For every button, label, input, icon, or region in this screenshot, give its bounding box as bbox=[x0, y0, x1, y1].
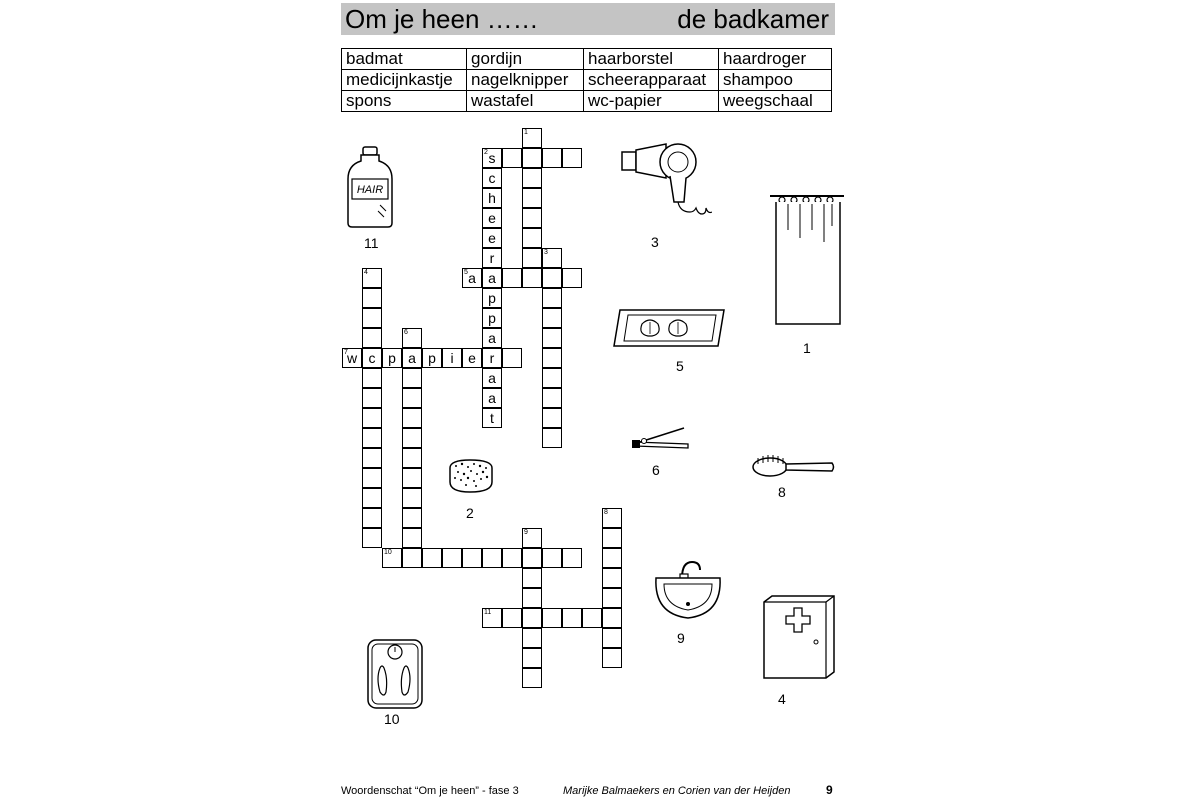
crossword-cell[interactable] bbox=[362, 348, 382, 368]
crossword-cell[interactable] bbox=[362, 448, 382, 468]
crossword-cell[interactable] bbox=[362, 388, 382, 408]
cell-letter: a bbox=[488, 390, 496, 406]
picture-number: 6 bbox=[652, 462, 660, 478]
word-cell: badmat bbox=[342, 49, 467, 70]
clue-number: 1 bbox=[524, 129, 528, 136]
word-cell: wc-papier bbox=[584, 91, 719, 112]
cell-letter: e bbox=[468, 350, 476, 366]
crossword-cell[interactable] bbox=[482, 328, 502, 348]
crossword-cell[interactable] bbox=[502, 268, 522, 288]
crossword-cell[interactable] bbox=[522, 588, 542, 608]
crossword-cell[interactable] bbox=[382, 348, 402, 368]
clue-number: 10 bbox=[384, 549, 392, 556]
cell-letter: r bbox=[489, 250, 495, 266]
crossword-cell[interactable] bbox=[402, 528, 422, 548]
crossword-cell[interactable] bbox=[502, 148, 522, 168]
crossword-cell[interactable] bbox=[522, 648, 542, 668]
clue-number: 7 bbox=[344, 349, 348, 356]
crossword-cell[interactable] bbox=[362, 308, 382, 328]
scale-icon bbox=[366, 638, 424, 710]
hairdryer-icon bbox=[618, 140, 712, 226]
crossword-cell[interactable] bbox=[482, 608, 502, 628]
crossword-cell[interactable] bbox=[402, 488, 422, 508]
crossword-cell[interactable] bbox=[402, 448, 422, 468]
word-cell: weegschaal bbox=[719, 91, 832, 112]
crossword-cell[interactable] bbox=[522, 168, 542, 188]
crossword-cell[interactable] bbox=[362, 368, 382, 388]
crossword-cell[interactable] bbox=[522, 228, 542, 248]
crossword-cell[interactable] bbox=[482, 348, 502, 368]
word-cell: haardroger bbox=[719, 49, 832, 70]
clue-number: 4 bbox=[364, 269, 368, 276]
hairbrush-icon bbox=[750, 452, 836, 480]
crossword-cell[interactable] bbox=[602, 608, 622, 628]
crossword-cell[interactable] bbox=[482, 168, 502, 188]
cell-letter: a bbox=[488, 370, 496, 386]
crossword-cell[interactable] bbox=[562, 608, 582, 628]
crossword-cell[interactable] bbox=[542, 608, 562, 628]
crossword-cell[interactable] bbox=[402, 328, 422, 348]
crossword-cell[interactable] bbox=[382, 548, 402, 568]
crossword-cell[interactable] bbox=[542, 268, 562, 288]
crossword-cell[interactable] bbox=[522, 248, 542, 268]
word-cell: wastafel bbox=[467, 91, 584, 112]
cell-letter: w bbox=[346, 350, 358, 366]
picture-number: 10 bbox=[384, 711, 400, 727]
crossword-cell[interactable] bbox=[602, 648, 622, 668]
sink-icon bbox=[652, 556, 724, 626]
crossword-cell[interactable] bbox=[402, 468, 422, 488]
crossword-cell[interactable] bbox=[402, 388, 422, 408]
crossword-cell[interactable] bbox=[402, 428, 422, 448]
crossword-cell[interactable] bbox=[522, 188, 542, 208]
crossword-cell[interactable] bbox=[402, 368, 422, 388]
cell-letter: a bbox=[468, 270, 476, 286]
cell-letter: h bbox=[488, 190, 496, 206]
crossword-cell[interactable] bbox=[442, 548, 462, 568]
crossword-cell[interactable] bbox=[602, 548, 622, 568]
crossword-cell[interactable] bbox=[362, 328, 382, 348]
page-title: Om je heen …… bbox=[345, 4, 539, 34]
cell-letter: p bbox=[388, 350, 396, 366]
footer-authors: Marijke Balmaekers en Corien van der Heijden bbox=[563, 785, 791, 797]
cell-letter: i bbox=[450, 350, 454, 366]
crossword-cell[interactable] bbox=[602, 588, 622, 608]
clue-number: 11 bbox=[484, 609, 492, 616]
crossword-cell[interactable] bbox=[422, 348, 442, 368]
crossword-cell[interactable] bbox=[482, 548, 502, 568]
cell-letter: c bbox=[368, 350, 376, 366]
crossword-cell[interactable] bbox=[562, 268, 582, 288]
clue-number: 5 bbox=[464, 269, 468, 276]
crossword-cell[interactable] bbox=[482, 248, 502, 268]
crossword-cell[interactable] bbox=[602, 628, 622, 648]
crossword-cell[interactable] bbox=[482, 208, 502, 228]
crossword-cell[interactable] bbox=[522, 528, 542, 548]
crossword-cell[interactable] bbox=[542, 148, 562, 168]
cell-letter: e bbox=[488, 210, 496, 226]
crossword-cell[interactable] bbox=[542, 288, 562, 308]
crossword-cell[interactable] bbox=[482, 288, 502, 308]
crossword-cell[interactable] bbox=[602, 508, 622, 528]
crossword-cell[interactable] bbox=[362, 488, 382, 508]
crossword-cell[interactable] bbox=[542, 348, 562, 368]
cell-letter: p bbox=[488, 310, 496, 326]
crossword-cell[interactable] bbox=[522, 628, 542, 648]
cell-letter: c bbox=[488, 170, 496, 186]
cell-letter: a bbox=[488, 270, 496, 286]
shower-curtain-icon bbox=[768, 190, 846, 328]
crossword-cell[interactable] bbox=[522, 608, 542, 628]
cell-letter: p bbox=[488, 290, 496, 306]
word-cell: spons bbox=[342, 91, 467, 112]
crossword-cell[interactable] bbox=[542, 248, 562, 268]
bathmat-icon bbox=[612, 306, 728, 350]
crossword-cell[interactable] bbox=[482, 408, 502, 428]
crossword-cell[interactable] bbox=[362, 408, 382, 428]
crossword-cell[interactable] bbox=[522, 548, 542, 568]
clue-number: 2 bbox=[484, 149, 488, 156]
picture-number: 2 bbox=[466, 505, 474, 521]
word-cell: gordijn bbox=[467, 49, 584, 70]
word-cell: shampoo bbox=[719, 70, 832, 91]
page-subtitle: de badkamer bbox=[677, 4, 829, 34]
crossword-cell[interactable] bbox=[362, 528, 382, 548]
crossword-cell[interactable] bbox=[482, 388, 502, 408]
crossword-cell[interactable] bbox=[402, 348, 422, 368]
crossword-cell[interactable] bbox=[362, 468, 382, 488]
crossword-cell[interactable] bbox=[562, 548, 582, 568]
crossword-cell[interactable] bbox=[542, 428, 562, 448]
crossword-cell[interactable] bbox=[602, 568, 622, 588]
picture-number: 8 bbox=[778, 484, 786, 500]
crossword-cell[interactable] bbox=[522, 208, 542, 228]
crossword-cell[interactable] bbox=[482, 228, 502, 248]
crossword-cell[interactable] bbox=[482, 308, 502, 328]
picture-number: 4 bbox=[778, 691, 786, 707]
medicine-cabinet-icon bbox=[762, 594, 836, 680]
shampoo-label: HAIR bbox=[356, 184, 384, 196]
crossword-cell[interactable] bbox=[522, 668, 542, 688]
crossword-cell[interactable] bbox=[502, 348, 522, 368]
crossword-cell[interactable] bbox=[582, 608, 602, 628]
clue-number: 9 bbox=[524, 529, 528, 536]
crossword-cell[interactable] bbox=[442, 348, 462, 368]
clue-number: 3 bbox=[544, 249, 548, 256]
clue-number: 8 bbox=[604, 509, 608, 516]
crossword-cell[interactable] bbox=[362, 508, 382, 528]
crossword-cell[interactable] bbox=[462, 268, 482, 288]
cell-letter: s bbox=[488, 150, 496, 166]
crossword-cell[interactable] bbox=[462, 348, 482, 368]
word-cell: scheerapparaat bbox=[584, 70, 719, 91]
crossword-cell[interactable] bbox=[482, 188, 502, 208]
crossword-cell[interactable] bbox=[602, 528, 622, 548]
crossword-cell[interactable] bbox=[402, 508, 422, 528]
crossword-cell[interactable] bbox=[542, 408, 562, 428]
crossword-cell[interactable] bbox=[422, 548, 442, 568]
crossword-cell[interactable] bbox=[502, 608, 522, 628]
sponge-icon bbox=[446, 458, 496, 494]
picture-number: 1 bbox=[803, 340, 811, 356]
crossword-cell[interactable] bbox=[542, 548, 562, 568]
footer-course: Woordenschat “Om je heen” - fase 3 bbox=[341, 785, 519, 797]
crossword-cell[interactable] bbox=[462, 548, 482, 568]
crossword-cell[interactable] bbox=[522, 148, 542, 168]
word-cell: nagelknipper bbox=[467, 70, 584, 91]
crossword-cell[interactable] bbox=[362, 288, 382, 308]
crossword-cell[interactable] bbox=[502, 548, 522, 568]
clue-number: 6 bbox=[404, 329, 408, 336]
word-cell: haarborstel bbox=[584, 49, 719, 70]
crossword-cell[interactable] bbox=[482, 268, 502, 288]
crossword-cell[interactable] bbox=[482, 368, 502, 388]
cell-letter: t bbox=[490, 410, 494, 426]
picture-number: 11 bbox=[364, 235, 379, 251]
cell-letter: r bbox=[489, 350, 495, 366]
picture-number: 5 bbox=[676, 358, 684, 374]
cell-letter: e bbox=[488, 230, 496, 246]
crossword-cell[interactable] bbox=[542, 388, 562, 408]
crossword-cell[interactable] bbox=[342, 348, 362, 368]
cell-letter: p bbox=[428, 350, 436, 366]
crossword-cell[interactable] bbox=[542, 308, 562, 328]
crossword-cell[interactable] bbox=[402, 548, 422, 568]
page-number: 9 bbox=[826, 783, 833, 797]
cell-letter: a bbox=[408, 350, 416, 366]
crossword-cell[interactable] bbox=[542, 368, 562, 388]
crossword-cell[interactable] bbox=[402, 408, 422, 428]
shampoo-bottle-icon bbox=[344, 145, 396, 229]
crossword-cell[interactable] bbox=[522, 268, 542, 288]
picture-number: 9 bbox=[677, 630, 685, 646]
crossword-cell[interactable] bbox=[482, 148, 502, 168]
nail-clipper-icon bbox=[630, 424, 692, 454]
crossword-cell[interactable] bbox=[562, 148, 582, 168]
crossword-cell[interactable] bbox=[542, 328, 562, 348]
crossword-cell[interactable] bbox=[522, 568, 542, 588]
picture-number: 3 bbox=[651, 234, 659, 250]
cell-letter: a bbox=[488, 330, 496, 346]
crossword-cell[interactable] bbox=[362, 428, 382, 448]
crossword-cell[interactable] bbox=[522, 128, 542, 148]
word-cell: medicijnkastje bbox=[342, 70, 467, 91]
crossword-cell[interactable] bbox=[362, 268, 382, 288]
